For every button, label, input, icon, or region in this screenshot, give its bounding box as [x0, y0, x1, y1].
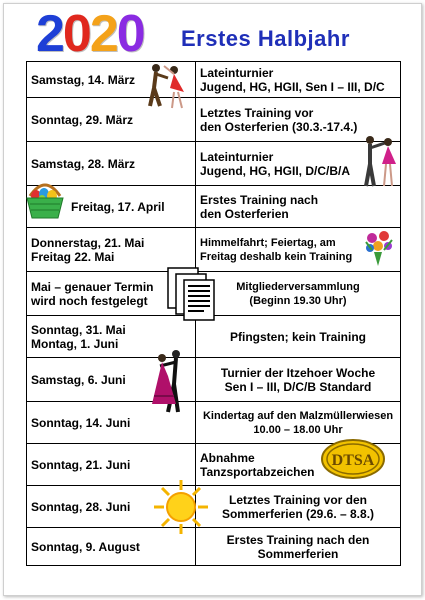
- event-date-text: Sonntag, 29. März: [31, 112, 134, 127]
- event-date-text: Mai – genauer Termin wird noch festgelegt: [31, 279, 154, 308]
- event-date-text: Sonntag, 31. Mai Montag, 1. Juni: [31, 322, 126, 351]
- easter-basket-icon: [22, 176, 68, 222]
- event-description-text: Lateinturnier Jugend, HG, HGII, D/C/B/A: [200, 149, 351, 178]
- event-description-text: Himmelfahrt; Feiertag, am Freitag deshalb kein Training: [200, 236, 353, 263]
- schedule-row: [27, 528, 401, 566]
- year-digit: 2: [89, 5, 117, 63]
- event-description: [196, 272, 401, 316]
- event-description: [196, 62, 401, 98]
- event-date-text: Samstag, 28. März: [31, 156, 136, 171]
- event-description-text: Letztes Training vor den Osterferien (30.3.-17.4.): [200, 105, 358, 134]
- event-description-text: Mitgliederversammlung (Beginn 19.30 Uhr): [236, 280, 360, 307]
- schedule-row: [27, 98, 401, 142]
- ballroom-dancers-icon: [146, 346, 192, 416]
- page-title: Erstes Halbjahr: [181, 26, 350, 51]
- flower-bouquet-icon: [362, 228, 396, 268]
- event-date-text: Sonntag, 9. August: [31, 539, 140, 554]
- year-digit: 2: [36, 5, 63, 63]
- event-description-text: Pfingsten; kein Training: [229, 329, 366, 344]
- event-description-text: Lateinturnier Jugend, HG, HGII, Sen I – III, D/C: [200, 65, 385, 94]
- schedule-row: [27, 142, 401, 186]
- event-date: [27, 228, 196, 272]
- event-description: [196, 358, 401, 402]
- year-heading: [36, 6, 144, 62]
- schedule-row: [27, 486, 401, 528]
- documents-icon: [164, 266, 218, 324]
- schedule-row: [27, 358, 401, 402]
- badge-text: DTSA: [331, 452, 375, 469]
- year-digit: 0: [62, 5, 90, 63]
- event-description-text: Abnahme Tanzsportabzeichen: [200, 450, 315, 479]
- schedule-row: [27, 228, 401, 272]
- event-description-text: Kindertag auf den Malzmüllerwiesen 10.00 – 18.00 Uhr: [202, 409, 394, 436]
- event-description: [196, 316, 401, 358]
- schedule-row: [27, 62, 401, 98]
- event-date-text: Donnerstag, 21. Mai Freitag 22. Mai: [31, 235, 145, 264]
- tanzsportabzeichen-badge: [320, 438, 386, 480]
- event-description-text: Erstes Training nach den Sommerferien: [226, 532, 370, 561]
- event-description-text: Letztes Training vor den Sommerferien (29.6. – 8.8.): [221, 492, 375, 521]
- event-date-text: Samstag, 14. März: [31, 72, 136, 87]
- event-date-text: Sonntag, 14. Juni: [31, 415, 131, 430]
- latin-dancers-icon: [140, 60, 192, 122]
- event-date-text: Freitag, 17. April: [71, 199, 165, 214]
- latin-dancers-icon-2: [358, 134, 402, 190]
- schedule-row: [27, 186, 401, 228]
- sun-icon: [152, 478, 210, 536]
- event-date-text: Sonntag, 21. Juni: [31, 457, 131, 472]
- event-date-text: Sonntag, 28. Juni: [31, 499, 131, 514]
- event-date-text: Samstag, 6. Juni: [31, 372, 126, 387]
- event-description: [196, 486, 401, 528]
- event-description: [196, 186, 401, 228]
- event-description-text: Erstes Training nach den Osterferien: [200, 192, 319, 221]
- year-digit: 0: [116, 5, 144, 63]
- event-description: [196, 528, 401, 566]
- event-description-text: Turnier der Itzehoer Woche Sen I – III, D/C/B Standard: [220, 365, 376, 394]
